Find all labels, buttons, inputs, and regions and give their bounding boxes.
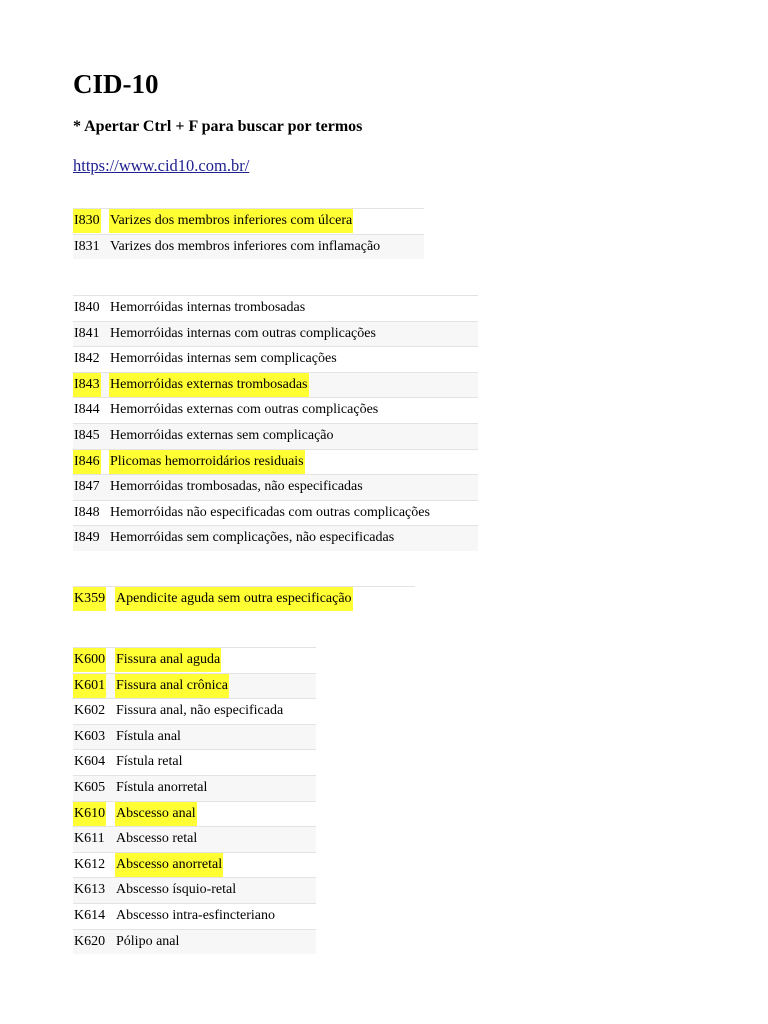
search-hint: * Apertar Ctrl + F para buscar por termos xyxy=(73,118,363,135)
table-row xyxy=(73,346,478,372)
table-row xyxy=(73,372,478,398)
table-group-apendicite xyxy=(73,586,415,612)
code-cell: K620 xyxy=(74,933,106,949)
description-cell: Hemorróidas não especificadas com outras complicações xyxy=(110,504,430,520)
code-cell: K612 xyxy=(74,856,106,872)
table-row xyxy=(73,647,316,673)
code-cell: I848 xyxy=(74,504,100,520)
description-cell: Abscesso ísquio-retal xyxy=(116,882,237,898)
table-group-hemorroidas xyxy=(73,295,478,551)
cid10-link[interactable]: https://www.cid10.com.br/ xyxy=(73,156,250,175)
description-cell: Hemorróidas externas sem complicação xyxy=(110,427,334,443)
code-cell: K610 xyxy=(73,802,106,826)
description-cell: Fístula anorretal xyxy=(116,779,208,795)
description-cell: Varizes dos membros inferiores com úlcera xyxy=(109,209,353,233)
code-cell: I842 xyxy=(74,351,100,367)
description-cell: Abscesso retal xyxy=(116,831,198,847)
code-cell: K613 xyxy=(74,882,106,898)
table-row xyxy=(73,449,478,475)
table-row xyxy=(73,397,478,423)
description-cell: Hemorróidas trombosadas, não especificadas xyxy=(110,479,363,495)
table-row xyxy=(73,295,478,321)
description-cell: Fístula anal xyxy=(116,728,181,744)
description-cell: Abscesso intra-esfincteriano xyxy=(116,907,275,923)
description-cell: Fissura anal crônica xyxy=(115,674,229,698)
description-cell: Fístula retal xyxy=(116,754,183,770)
code-cell: K611 xyxy=(74,831,105,847)
table-row xyxy=(73,673,316,699)
table-row xyxy=(73,801,316,827)
document-title: CID-10 xyxy=(73,69,159,99)
table-row xyxy=(73,724,316,750)
table-group-varizes xyxy=(73,208,424,259)
table-row xyxy=(73,826,316,852)
description-cell: Abscesso anorretal xyxy=(115,853,223,877)
code-cell: I841 xyxy=(74,325,100,341)
code-cell: K603 xyxy=(74,728,106,744)
code-cell: I843 xyxy=(73,373,101,397)
description-cell: Hemorróidas internas trombosadas xyxy=(110,300,306,315)
description-cell: Hemorróidas sem complicações, não especificadas xyxy=(110,530,395,546)
table-row xyxy=(73,208,424,234)
table-row xyxy=(73,877,316,903)
table-row xyxy=(73,423,478,449)
code-cell: I830 xyxy=(73,209,101,233)
description-cell: Varizes dos membros inferiores com inflamação xyxy=(110,238,381,254)
table-row xyxy=(73,698,316,724)
description-cell: Hemorróidas externas trombosadas xyxy=(109,373,309,397)
table-row xyxy=(73,474,478,500)
table-row xyxy=(73,234,424,260)
table-row xyxy=(73,321,478,347)
description-cell: Fissura anal, não especificada xyxy=(116,703,284,719)
code-cell: I849 xyxy=(74,530,100,546)
description-cell: Hemorróidas internas com outras complicações xyxy=(110,325,376,341)
table-row xyxy=(73,749,316,775)
code-cell: K601 xyxy=(73,674,106,698)
description-cell: Pólipo anal xyxy=(116,933,180,949)
table-row xyxy=(73,852,316,878)
code-cell: K359 xyxy=(73,587,106,611)
code-cell: K600 xyxy=(73,648,106,672)
table-row xyxy=(73,775,316,801)
table-row xyxy=(73,586,415,612)
table-group-anal xyxy=(73,647,316,954)
code-cell: I840 xyxy=(74,300,100,315)
description-cell: Fissura anal aguda xyxy=(115,648,221,672)
description-cell: Hemorróidas externas com outras complicações xyxy=(110,402,379,418)
description-cell: Plicomas hemorroidários residuais xyxy=(109,450,305,474)
table-row xyxy=(73,500,478,526)
code-cell: K605 xyxy=(74,779,106,795)
description-cell: Hemorróidas internas sem complicações xyxy=(110,351,337,367)
code-cell: I846 xyxy=(73,450,101,474)
code-cell: I844 xyxy=(74,402,100,418)
code-cell: K604 xyxy=(74,754,106,770)
code-cell: I845 xyxy=(74,427,100,443)
code-cell: I847 xyxy=(74,479,100,495)
table-row xyxy=(73,903,316,929)
code-cell: I831 xyxy=(74,238,100,254)
table-row xyxy=(73,929,316,955)
description-cell: Apendicite aguda sem outra especificação xyxy=(115,587,353,611)
table-row xyxy=(73,525,478,551)
code-cell: K614 xyxy=(74,907,106,923)
code-cell: K602 xyxy=(74,703,106,719)
description-cell: Abscesso anal xyxy=(115,802,197,826)
